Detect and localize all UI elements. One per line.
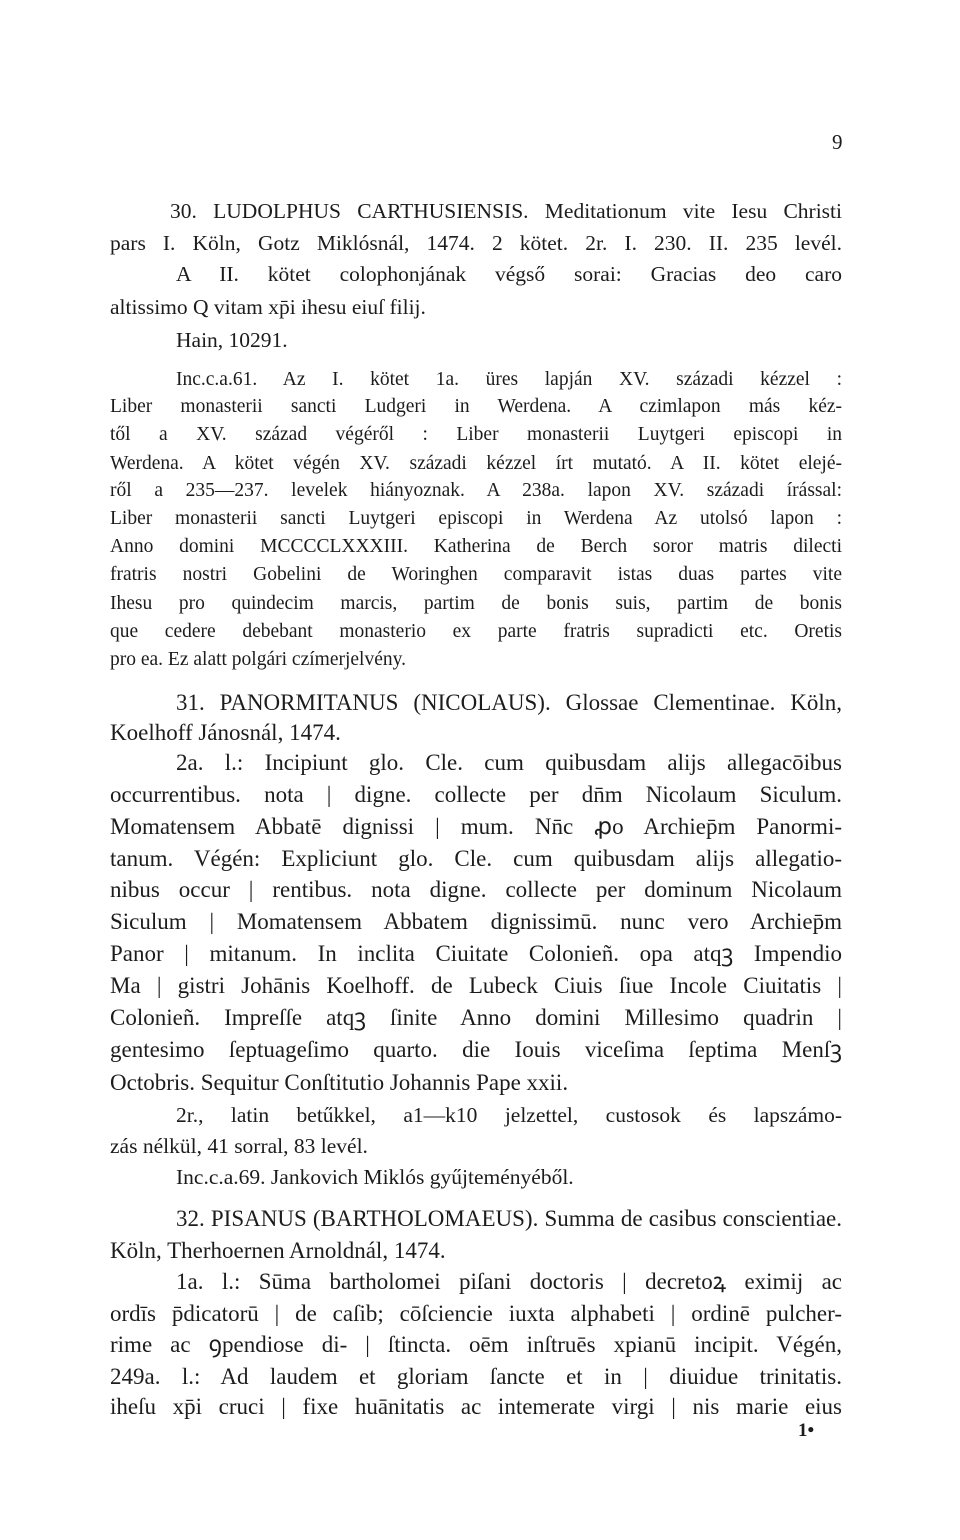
text-line: zás nélkül, 41 sorral, 83 levél. (110, 1134, 368, 1158)
text-line: Siculum | Momatensem Abbatem dignissimū. nunc vero Archiep̄m (110, 909, 842, 934)
text-line: que cedere debebant monasterio ex parte fratris supradicti etc. Oretis (110, 621, 842, 642)
text-line: 1a. l.: Sūma bartholomei piſani doctoris | decretoꝝ eximij ac (176, 1269, 842, 1294)
text-line: A II. kötet colophonjának végső sorai: Gracias deo caro (176, 262, 842, 286)
text-line: nibus occur | rentibus. nota digne. collecte per dominum Nicolaum (110, 877, 842, 902)
text-line: pars I. Köln, Gotz Miklósnál, 1474. 2 kötet. 2r. I. 230. II. 235 levél. (110, 231, 842, 255)
text-line: 31. PANORMITANUS (NICOLAUS). Glossae Clementinae. Köln, (176, 690, 842, 715)
text-line: Hain, 10291. (176, 328, 288, 352)
text-line: Anno domini MCCCCLXXXIII. Katherina de Berch soror matris dilecti (110, 536, 842, 557)
text-line: Colonieñ. Impreſſe atqꝫ ſinite Anno domini Millesimo quadrin | (110, 1005, 842, 1030)
text-line: Momatensem Abbatē dignissi | mum. Nn̄c ꝓo Archiep̄m Panormi- (110, 814, 842, 839)
text-line: Ma | gistri Johānis Koelhoff. de Lubeck Ciuis ſiue Incole Ciuitatis | (110, 973, 842, 998)
text-line: 30. LUDOLPHUS CARTHUSIENSIS. Meditationum vite Iesu Christi (170, 199, 842, 223)
text-line: 2r., latin betűkkel, a1—k10 jelzettel, custosok és lapszámo- (176, 1103, 842, 1127)
text-line: Liber monasterii sancti Luytgeri episcopi in Werdena Az utolsó lapon : (110, 508, 842, 529)
text-line: 2a. l.: Incipiunt glo. Cle. cum quibusdam alijs allegacōibus (176, 750, 842, 775)
text-line: fratris nostri Gobelini de Woringhen comparavit istas duas partes vite (110, 564, 842, 585)
text-line: gentesimo ſeptuageſimo quarto. die Iouis viceſima ſeptima Menſꝫ (110, 1037, 842, 1062)
text-line: Inc.c.a.61. Az I. kötet 1a. üres lapján XV. századi kézzel : (176, 369, 842, 390)
text-line: ről a 235—237. levelek hiányoznak. A 238a. lapon XV. századi írással: (110, 480, 842, 501)
text-line: Köln, Therhoernen Arnoldnál, 1474. (110, 1238, 446, 1263)
text-line: Octobris. Sequitur Conſtitutio Johannis Pape xxii. (110, 1070, 569, 1095)
text-line: Ihesu pro quindecim marcis, partim de bonis suis, partim de bonis (110, 593, 842, 614)
text-line: tanum. Végén: Expliciunt glo. Cle. cum quibusdam alijs allegatio- (110, 846, 842, 871)
text-line: altissimo Q vitam xp̄i ihesu eiuſ filij. (110, 295, 426, 319)
text-line: Liber monasterii sancti Ludgeri in Werdena. A czimlapon más kéz- (110, 396, 842, 417)
text-line: 249a. l.: Ad laudem et gloriam ſancte et in | diuidue trinitatis. (110, 1364, 842, 1389)
text-line: ordīs p̄dicatorū | de caſib; cōſciencie iuxta alphabeti | ordinē pulcher- (110, 1301, 842, 1326)
page-number: 9 (832, 130, 843, 154)
text-line: pro ea. Ez alatt polgári czímerjelvény. (110, 649, 406, 670)
text-line: Werdena. A kötet végén XV. századi kézzel írt mutató. A II. kötet elejé- (110, 453, 842, 474)
text-line: Inc.c.a.69. Jankovich Miklós gyűjteményéből. (176, 1165, 574, 1189)
signature-mark: 1• (798, 1420, 815, 1441)
text-line: től a XV. század végéről : Liber monasterii Luytgeri episcopi in (110, 424, 842, 445)
text-line: Koelhoff Jánosnál, 1474. (110, 720, 341, 745)
text-line: iheſu xp̄i cruci | fixe huānitatis ac intemerate virgi | nis marie eius (110, 1394, 842, 1419)
text-line: occurrentibus. nota | digne. collecte per dn̄m Nicolaum Siculum. (110, 782, 842, 807)
text-line: Panor | mitanum. In inclita Ciuitate Colonieñ. opa atqꝫ Impendio (110, 941, 842, 966)
text-line: rime ac ꝯpendiose di- | ſtincta. oēm inſtruēs xpianū incipit. Végén, (110, 1332, 842, 1357)
text-line: 32. PISANUS (BARTHOLOMAEUS). Summa de casibus conscientiae. (176, 1206, 842, 1231)
